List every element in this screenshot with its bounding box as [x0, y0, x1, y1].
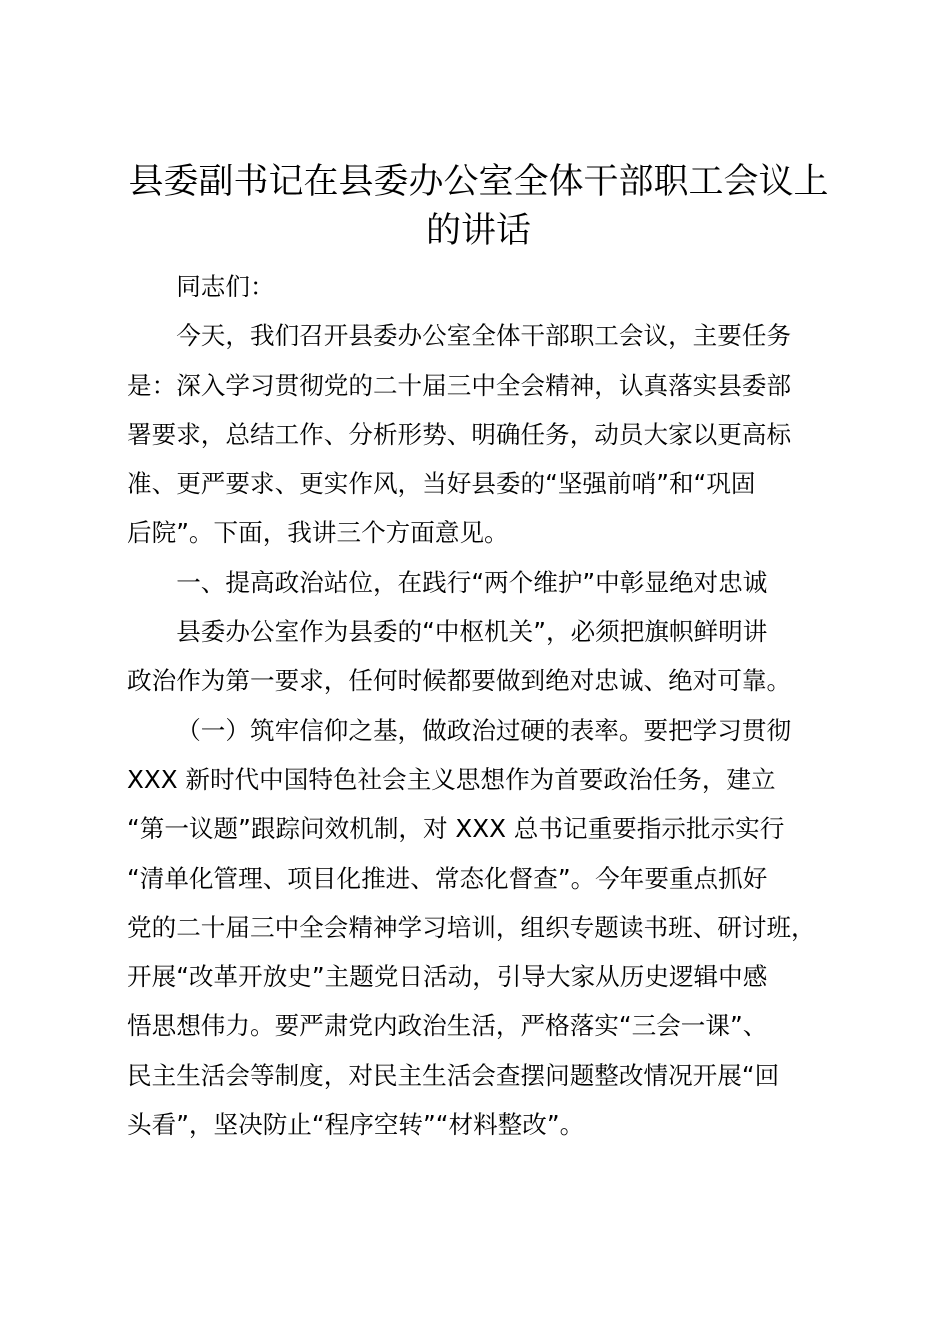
title-line-1: 县委副书记在县委办公室全体干部职工会议上: [128, 162, 829, 202]
text-line: 今天，我们召开县委办公室全体干部职工会议，主要任务: [176, 321, 792, 351]
subsection-1-paragraph: [127, 706, 830, 1150]
text-line: 是：深入学习贯彻党的二十届三中全会精神，认真落实县委部: [127, 370, 792, 400]
text-line: 准、更严要求、更实作风，当好县委的“坚强前哨”和“巩固: [127, 469, 756, 499]
salutation: [127, 262, 830, 311]
text-line: 党的二十届三中全会精神学习培训，组织专题读书班、研讨班，: [127, 912, 816, 942]
document-title: [127, 158, 830, 256]
text-line: 署要求，总结工作、分析形势、明确任务，动员大家以更高标: [127, 419, 792, 449]
document-body: [127, 262, 830, 1149]
intro-paragraph: [127, 311, 830, 557]
text-line: 开展“改革开放史”主题党日活动，引导大家从历史逻辑中感: [127, 962, 768, 992]
section-1-paragraph: [127, 607, 830, 706]
text-line: 悟思想伟力。要严肃党内政治生活，严格落实“三会一课”、: [127, 1011, 768, 1041]
text-line: 同志们：: [176, 272, 275, 301]
text-line: 头看”，坚决防止“程序空转”“材料整改”。: [127, 1110, 585, 1140]
document-page: [127, 158, 830, 1149]
text-line: “第一议题”跟踪问效机制，对 XXX 总书记重要指示批示实行: [127, 814, 785, 844]
text-line: （一）筑牢信仰之基，做政治过硬的表率。要把学习贯彻: [176, 715, 792, 745]
text-line: 一、提高政治站位，在践行“两个维护”中彰显绝对忠诚: [176, 567, 768, 597]
text-line: 民主生活会等制度，对民主生活会查摆问题整改情况开展“回: [127, 1060, 780, 1090]
title-line-2: 的讲话: [425, 211, 531, 251]
text-line: 县委办公室作为县委的“中枢机关”，必须把旗帜鲜明讲: [176, 617, 768, 647]
text-line: 政治作为第一要求，任何时候都要做到绝对忠诚、绝对可靠。: [127, 666, 792, 696]
text-line: “清单化管理、项目化推进、常态化督查”。今年要重点抓好: [127, 863, 768, 893]
text-line: 后院”。下面，我讲三个方面意见。: [127, 518, 509, 548]
text-line: XXX 新时代中国特色社会主义思想作为首要政治任务，建立: [127, 764, 776, 794]
section-heading-1: [127, 558, 830, 607]
